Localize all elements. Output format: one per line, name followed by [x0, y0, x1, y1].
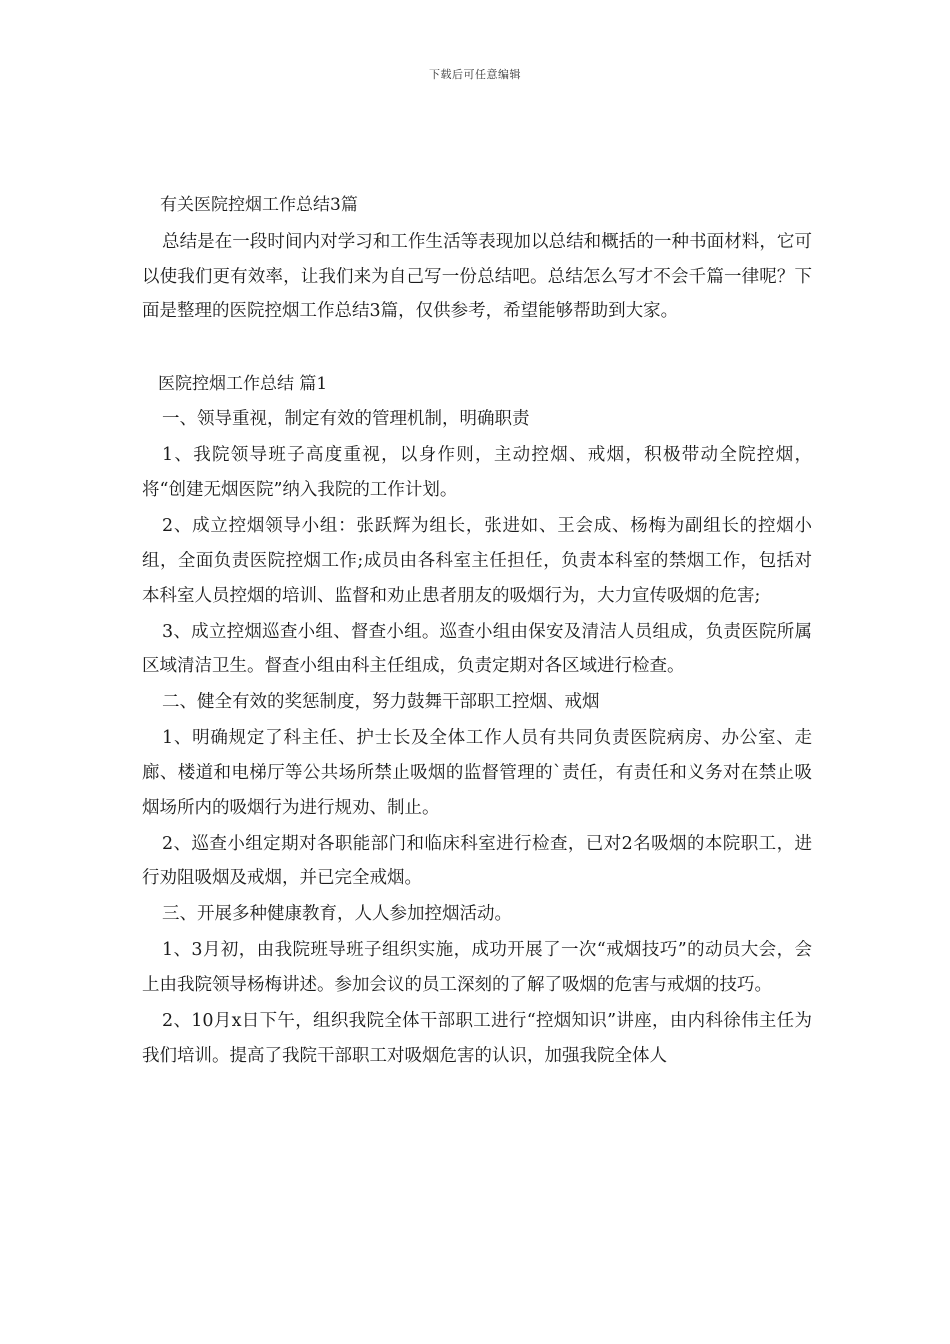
- heading-1: 一、领导重视，制定有效的管理机制，明确职责: [162, 409, 530, 430]
- section-title: 医院控烟工作总结 篇1: [158, 374, 328, 395]
- heading-2: 二、健全有效的奖惩制度，努力鼓舞干部职工控烟、戒烟: [162, 692, 600, 713]
- heading-3: 三、开展多种健康教育，人人参加控烟活动。: [162, 904, 512, 925]
- header-note: 下载后可任意编辑: [429, 68, 521, 81]
- document-title: 有关医院控烟工作总结3篇: [160, 195, 358, 215]
- intro-paragraph: 总结是在一段时间内对学习和工作生活等表现加以总结和概括的一种书面材料，它可以使我们更有效率，让我们来为自己写一份总结吧。总结怎么写才不会千篇一律呢？下面是整理的医院控烟工作总结3篇，仅供参考，希望能够帮助到大家。: [142, 232, 812, 322]
- paragraph: 1、明确规定了科主任、护士长及全体工作人员有共同负责医院病房、办公室、走廊、楼道和电梯厅等公共场所禁止吸烟的监督管理的`责任，有责任和义务对在禁止吸烟场所内的吸烟行为进行规劝、制止。: [142, 728, 812, 818]
- paragraph: 1、我院领导班子高度重视，以身作则，主动控烟、戒烟，积极带动全院控烟，将“创建无烟医院”纳入我院的工作计划。: [142, 445, 812, 501]
- paragraph: 2、巡查小组定期对各职能部门和临床科室进行检查，已对2名吸烟的本院职工，进行劝阻吸烟及戒烟，并已完全戒烟。: [142, 833, 812, 889]
- paragraph: 3、成立控烟巡查小组、督查小组。巡查小组由保安及清洁人员组成，负责医院所属区域清洁卫生。督查小组由科主任组成，负责定期对各区域进行检查。: [142, 621, 812, 677]
- paragraph: 2、成立控烟领导小组：张跃辉为组长，张进如、王会成、杨梅为副组长的控烟小组，全面负责医院控烟工作;成员由各科室主任担任，负责本科室的禁烟工作，包括对本科室人员控烟的培训、监督和劝止患者朋友的吸烟行为，大力宣传吸烟的危害;: [142, 516, 812, 606]
- paragraph: 1、3月初，由我院班导班子组织实施，成功开展了一次“戒烟技巧”的动员大会，会上由我院领导杨梅讲述。参加会议的员工深刻的了解了吸烟的危害与戒烟的技巧。: [142, 940, 812, 996]
- document-body: [142, 192, 812, 1073]
- spacer: [142, 329, 812, 367]
- paragraph: 2、10月x日下午，组织我院全体干部职工进行“控烟知识”讲座，由内科徐伟主任为我们培训。提高了我院干部职工对吸烟危害的认识，加强我院全体人: [142, 1011, 812, 1066]
